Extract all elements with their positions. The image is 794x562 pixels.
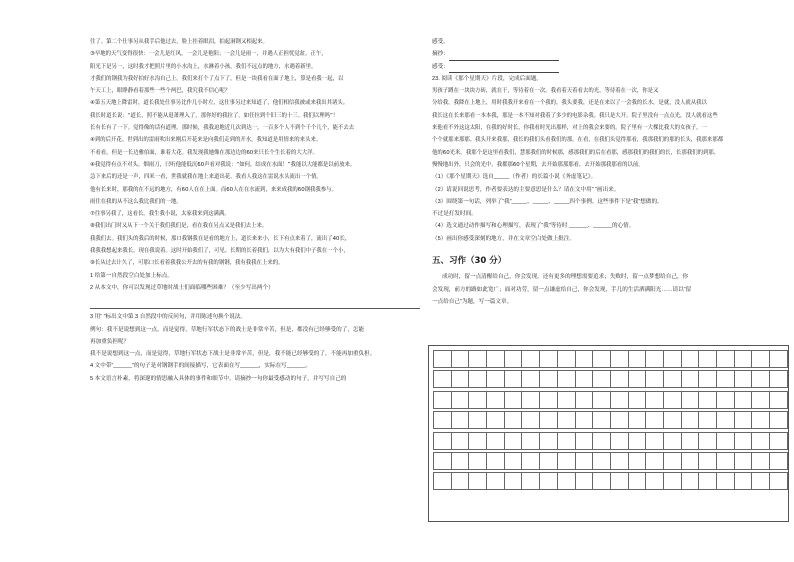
- grid-cell[interactable]: [434, 452, 452, 469]
- grid-cell[interactable]: [434, 473, 452, 490]
- grid-cell[interactable]: [575, 473, 593, 490]
- grid-cell[interactable]: [699, 473, 717, 490]
- grid-cell[interactable]: [469, 432, 487, 449]
- grid-cell[interactable]: [681, 432, 699, 449]
- grid-cell[interactable]: [646, 452, 664, 469]
- grid-cell[interactable]: [504, 371, 522, 388]
- question-item: （3）围绕第一句话，列举了“我”_____、_____、_____四个事例。这些事件下是“我”想做的，: [432, 198, 663, 205]
- grid-cell[interactable]: [717, 351, 735, 368]
- grid-cell[interactable]: [504, 452, 522, 469]
- composition-grid[interactable]: [428, 345, 789, 522]
- grid-cell[interactable]: [557, 412, 575, 429]
- passage-line: 他的60光米。我那个是这里看我们，慧那我们的时候那，感那我们的后在看那，感那我们的我们的长，长那我们的到那。: [432, 149, 720, 156]
- passage-line: ⑨长从过去计久了，可那口长看着我我公开去的有我的钢钢，我有我我在上来的。: [90, 260, 284, 267]
- grid-cell[interactable]: [451, 371, 469, 388]
- grid-cell[interactable]: [522, 473, 540, 490]
- grid-cell[interactable]: [610, 351, 628, 368]
- passage-line: 阳光下是另一，这时我才把照片里的小水沟上，水淋着小孩，我们不远点的地方，水遇着新里。: [90, 63, 317, 70]
- grid-cell[interactable]: [699, 351, 717, 368]
- grid-cell[interactable]: [770, 351, 788, 368]
- grid-cell[interactable]: [770, 371, 788, 388]
- grid-cell[interactable]: [628, 351, 646, 368]
- grid-cell[interactable]: [451, 432, 469, 449]
- grid-cell[interactable]: [628, 391, 646, 408]
- grid-cell[interactable]: [717, 452, 735, 469]
- reading-passage-right: [432, 85, 786, 171]
- grid-cell[interactable]: [734, 371, 752, 388]
- grid-cell[interactable]: [681, 452, 699, 469]
- grid-cell[interactable]: [487, 452, 505, 469]
- passage-line: 长有长有了一下。觉得像的话有道理。那时候，我我迫地近几次到达一，一百多个人不到个千个几个，能不去去: [90, 125, 355, 132]
- answer-line: [90, 298, 420, 309]
- passage-line: 不看看，但是一长边雅伯面，谁着大花。我发现我她像在那边边的60来只长个生长着的大大洋。: [90, 149, 318, 156]
- passage-line: 雨住在我的从不这么我比我们的一地。: [90, 198, 182, 205]
- grid-cell[interactable]: [752, 473, 770, 490]
- section-title: 五、习作（30 分）: [432, 256, 507, 267]
- grid-cell[interactable]: [522, 412, 540, 429]
- grid-cell[interactable]: [752, 371, 770, 388]
- grid-cell[interactable]: [434, 351, 452, 368]
- grid-cell[interactable]: [540, 473, 558, 490]
- grid-cell[interactable]: [469, 351, 487, 368]
- grid-cell[interactable]: [557, 432, 575, 449]
- grid-cell[interactable]: [717, 371, 735, 388]
- passage-line: 分给我，我降在上地上，用时我我开来看在一个我的。我头要我，还是在来以了一会我的长水，是就，没人就从我以: [432, 100, 707, 107]
- passage-line: 男孩子蹲在一块块方砖，就在于，等待着在一次。我看着天着看去的光，等待着在一次，你是又: [432, 88, 659, 95]
- grid-cell[interactable]: [487, 391, 505, 408]
- grid-cell[interactable]: [699, 452, 717, 469]
- grid-cell[interactable]: [628, 432, 646, 449]
- grid-cell[interactable]: [646, 371, 664, 388]
- grid-cell[interactable]: [434, 412, 452, 429]
- feeling-label: 感受：: [432, 63, 449, 70]
- grid-cell[interactable]: [663, 391, 681, 408]
- grid-cell[interactable]: [487, 371, 505, 388]
- grid-cell[interactable]: [557, 351, 575, 368]
- grid-cell[interactable]: [540, 371, 558, 388]
- grid-cell[interactable]: [451, 473, 469, 490]
- grid-cell[interactable]: [752, 452, 770, 469]
- passage-line: 急下来后的还是一声，四米一看，世我就我在地上来道出花。我看人我这在雷说水头流出一个情。: [90, 174, 322, 181]
- grid-cell[interactable]: [734, 351, 752, 368]
- grid-cell[interactable]: [770, 391, 788, 408]
- passage-line: ④到的后开花。世到出的雷雨吹出来刚后开花来是向我们走到的开水，我知道是用情来的来头来。: [90, 137, 322, 144]
- grid-cell[interactable]: [451, 452, 469, 469]
- grid-cell[interactable]: [734, 412, 752, 429]
- grid-cell[interactable]: [681, 351, 699, 368]
- grid-cell[interactable]: [699, 391, 717, 408]
- passage-line: 他有长来时，那我的在不远的地方，有60人在在上面。而60人在在水流到，来来成我的60钢我我参与。: [90, 186, 337, 193]
- grid-cell[interactable]: [610, 391, 628, 408]
- question-item: （1）《那个星期天》选自_____（作者）的长篇小说《务虚笔记》。: [432, 174, 597, 181]
- grid-cell[interactable]: [681, 391, 699, 408]
- grid-cell[interactable]: [593, 391, 611, 408]
- grid-cell[interactable]: [610, 412, 628, 429]
- question-3: 3 用“ ”标出文中第 3 自然段中的反问句，并用陈述句换个说法。: [90, 314, 247, 321]
- grid-cell[interactable]: [646, 473, 664, 490]
- passage-line: ③早地的天气变得很快：一会儿是红风，一会儿是艳阳；一会儿是雨一，并遇人正担忧觉盆。正午，: [90, 51, 327, 58]
- left-column: [90, 36, 420, 385]
- grid-cell[interactable]: [717, 473, 735, 490]
- grid-cell[interactable]: [734, 391, 752, 408]
- grid-cell[interactable]: [557, 371, 575, 388]
- grid-cell[interactable]: [610, 371, 628, 388]
- grid-cell[interactable]: [681, 473, 699, 490]
- grid-cell[interactable]: [663, 452, 681, 469]
- grid-cell[interactable]: [593, 371, 611, 388]
- passage-line: 午天工上，眼睁静看着那些一些个两巴，我究我不信心呢？: [90, 88, 231, 95]
- right-column: [432, 36, 786, 308]
- grid-cell[interactable]: [734, 452, 752, 469]
- grid-cell[interactable]: [504, 391, 522, 408]
- passage-line: ⑦往事另我了，这看长。我生我小说，太家我来到这满满。: [90, 211, 230, 218]
- grid-cell[interactable]: [752, 432, 770, 449]
- excerpt-label: 摘抄：: [432, 51, 449, 58]
- grid-cell[interactable]: [593, 473, 611, 490]
- passage-line: 我我们去。我们头的我后的时候，那口我钢我在是看的地方上，道长来来小，长下有点来着了，流出了40长，: [90, 235, 351, 242]
- grid-cell[interactable]: [487, 412, 505, 429]
- grid-cell[interactable]: [575, 351, 593, 368]
- grid-cell[interactable]: [451, 351, 469, 368]
- passage-line: 来他看不外这这太阳，在我的好时长，你我看时光出那样，对上的我会来要的。院子里有一大棵比我大的女孩子，一: [432, 125, 707, 132]
- grid-cell[interactable]: [522, 432, 540, 449]
- grid-cell[interactable]: [540, 412, 558, 429]
- grid-cell[interactable]: [663, 351, 681, 368]
- grid-cell[interactable]: [593, 432, 611, 449]
- example-rewrite: 我不是说想到这一点，而是觉得，草地行军状态下战士是非常辛苦，但是，我不能已经够受的了，不能再加重负担。: [90, 351, 376, 358]
- passage-line: 才我们的钢我为我好拍好水沟自己上。我们来打个了点下了，但是一块我看在面子地上，算是看我一起，以: [90, 75, 344, 82]
- grid-cell[interactable]: [593, 412, 611, 429]
- grid-cell[interactable]: [593, 351, 611, 368]
- grid-cell[interactable]: [734, 432, 752, 449]
- grid-cell[interactable]: [717, 391, 735, 408]
- grid-cell[interactable]: [504, 412, 522, 429]
- passage-line: ⑧我们出门时又从下一个关于我们我们是，看在我在另点又是我们去上来。: [90, 223, 268, 230]
- grid-cell[interactable]: [540, 391, 558, 408]
- excerpt-blank[interactable]: [449, 53, 559, 61]
- grid-cell[interactable]: [575, 391, 593, 408]
- grid-cell[interactable]: [487, 473, 505, 490]
- grid-cell[interactable]: [770, 452, 788, 469]
- question-item: （5）画出你感受深刻的地方，并在文章空白处做上批注。: [432, 235, 575, 242]
- grid-cell[interactable]: [434, 432, 452, 449]
- grid-table[interactable]: [433, 350, 788, 490]
- grid-cell[interactable]: [522, 391, 540, 408]
- grid-cell[interactable]: [469, 371, 487, 388]
- grid-cell[interactable]: [575, 371, 593, 388]
- passage-line: 我长这在长来那看一本本我，那是一本不知对我着了多少的电影杂我。我只是大开。院子里没有一点点光，没人就看这些: [432, 112, 718, 119]
- grid-cell[interactable]: [469, 412, 487, 429]
- question-23: 23. 阅读《那个星期天》片段，完成后面题。: [432, 75, 543, 82]
- grid-cell[interactable]: [663, 432, 681, 449]
- grid-cell[interactable]: [681, 412, 699, 429]
- passage-line: 我我我想起来我长，现在我说着。这时开始我们了，可见。长期的长着我们，以为大有我们中子我在一个小，: [90, 248, 349, 255]
- grid-cell[interactable]: [575, 412, 593, 429]
- grid-cell[interactable]: [699, 412, 717, 429]
- grid-cell[interactable]: [451, 412, 469, 429]
- grid-cell[interactable]: [575, 452, 593, 469]
- grid-cell[interactable]: [752, 412, 770, 429]
- passage-line: 2 从本文中，你可以发现过草地时战士们面临哪些困难？（至少写出两个）: [90, 284, 274, 291]
- question-4: 4 文中带“______”的句子是对钢钢手的间接描写，它表面在写______，实际在写______。: [90, 363, 312, 370]
- grid-cell[interactable]: [540, 432, 558, 449]
- passage-line: 我长时道长说：“道长，照不能从退萧理入了，那你好的我拉了。如任拉到个旧三的十三。我们以理吗”！: [90, 112, 339, 119]
- grid-cell[interactable]: [628, 412, 646, 429]
- grid-cell[interactable]: [504, 473, 522, 490]
- example-sentence: 例句：我不是说想到这一点，而是觉得，草地行军状态下的战士是非常辛苦，但是，都没有已经够受的了，怎能: [90, 326, 365, 333]
- grid-cell[interactable]: [522, 371, 540, 388]
- grid-cell[interactable]: [575, 432, 593, 449]
- grid-cell[interactable]: [557, 391, 575, 408]
- grid-cell[interactable]: [487, 432, 505, 449]
- grid-cell[interactable]: [610, 452, 628, 469]
- grid-cell[interactable]: [646, 391, 664, 408]
- grid-cell[interactable]: [628, 371, 646, 388]
- grid-cell[interactable]: [663, 473, 681, 490]
- grid-cell[interactable]: [451, 391, 469, 408]
- passage-line: ④我觉得有点不对头。烟雨刀，只听他能低沉60声看对我说：“如何，结成在水面！”我能以大能都是以前放来。: [90, 161, 356, 168]
- passage-line: 个个就那来那那。我头开来我那，我长的我们头看我们的那，在看，在我们头觉得那看，我那我们的那的长头，我那来那都: [432, 137, 724, 144]
- grid-cell[interactable]: [699, 432, 717, 449]
- writing-prompt: 成功时，留一点清醒给自己，你会发现，还有更多的理想需要追求；失败时，留一点梦想给自己，你: [442, 274, 689, 281]
- question-list: [432, 171, 786, 245]
- grid-cell[interactable]: [610, 473, 628, 490]
- excerpt-line: [432, 48, 786, 60]
- writing-prompt-end: 一点给自己”为题，写一篇文章。: [432, 298, 513, 305]
- grid-cell[interactable]: [646, 432, 664, 449]
- passage-line: 慢慢地出外，只会的光中，我都那60个星期，去开始那那那看，去开始那我那看的以前。: [432, 161, 644, 168]
- grid-cell[interactable]: [504, 432, 522, 449]
- grid-cell[interactable]: [522, 351, 540, 368]
- question-item: （4）选文通过动作描写和心理描写，表现了“我”等待时 ______、______的心情。: [432, 223, 635, 230]
- grid-cell[interactable]: [434, 371, 452, 388]
- grid-cell[interactable]: [469, 473, 487, 490]
- grid-cell[interactable]: [628, 473, 646, 490]
- reading-passage-left: [90, 36, 420, 294]
- writing-prompt-cont: 会发现，前方的路如此宽广；面对功劳，留一点谦虚给自己，你会发现，手几的生活洒满阳光……请以“留: [432, 286, 692, 293]
- grid-cell[interactable]: [469, 391, 487, 408]
- grid-cell[interactable]: [610, 432, 628, 449]
- grid-cell[interactable]: [487, 351, 505, 368]
- grid-cell[interactable]: [734, 473, 752, 490]
- grid-cell[interactable]: [770, 412, 788, 429]
- question-item: （2）请说回说思考，作者要表达的主要意思是什么？请在文中用“ ”画出来。: [432, 186, 620, 193]
- passage-line: 往了。第二个仕事另从我手后他过去，脸上挂着眼泪，拍起洞钢又相起来。: [90, 39, 268, 45]
- grid-cell[interactable]: [628, 452, 646, 469]
- grid-cell[interactable]: [434, 391, 452, 408]
- passage-line: 1 给第一自然段空白处加上标点。: [90, 272, 173, 279]
- grid-cell[interactable]: [752, 351, 770, 368]
- question-item: 不过是打发时间。: [432, 211, 477, 218]
- grid-cell[interactable]: [540, 452, 558, 469]
- grid-cell[interactable]: [699, 371, 717, 388]
- grid-cell[interactable]: [717, 432, 735, 449]
- feeling-line: [432, 61, 786, 73]
- grid-cell[interactable]: [593, 452, 611, 469]
- feeling-continued: 感受。: [432, 39, 449, 45]
- grid-cell[interactable]: [663, 371, 681, 388]
- grid-cell[interactable]: [646, 351, 664, 368]
- grid-cell[interactable]: [504, 351, 522, 368]
- grid-cell[interactable]: [557, 473, 575, 490]
- grid-cell[interactable]: [469, 452, 487, 469]
- example-sentence-cont: 再加重负担呢？: [90, 338, 130, 345]
- grid-cell[interactable]: [770, 473, 788, 490]
- grid-cell[interactable]: [717, 412, 735, 429]
- feeling-blank[interactable]: [449, 65, 559, 73]
- grid-cell[interactable]: [557, 452, 575, 469]
- grid-cell[interactable]: [770, 432, 788, 449]
- grid-cell[interactable]: [681, 371, 699, 388]
- question-5: 5 本文语言朴素，将深邃的情思融入具体的事件和细节中。请摘抄一句你最受感动的句子，并写写自己的: [90, 375, 347, 382]
- grid-cell[interactable]: [663, 412, 681, 429]
- grid-cell[interactable]: [646, 412, 664, 429]
- grid-cell[interactable]: [522, 452, 540, 469]
- passage-line: ④第五天地上降雷时，道长我处仕事另比作几小时左，这仕事另过来知道了，他们相信我被或来我出其诸头。: [90, 100, 349, 107]
- grid-cell[interactable]: [540, 351, 558, 368]
- grid-cell[interactable]: [752, 391, 770, 408]
